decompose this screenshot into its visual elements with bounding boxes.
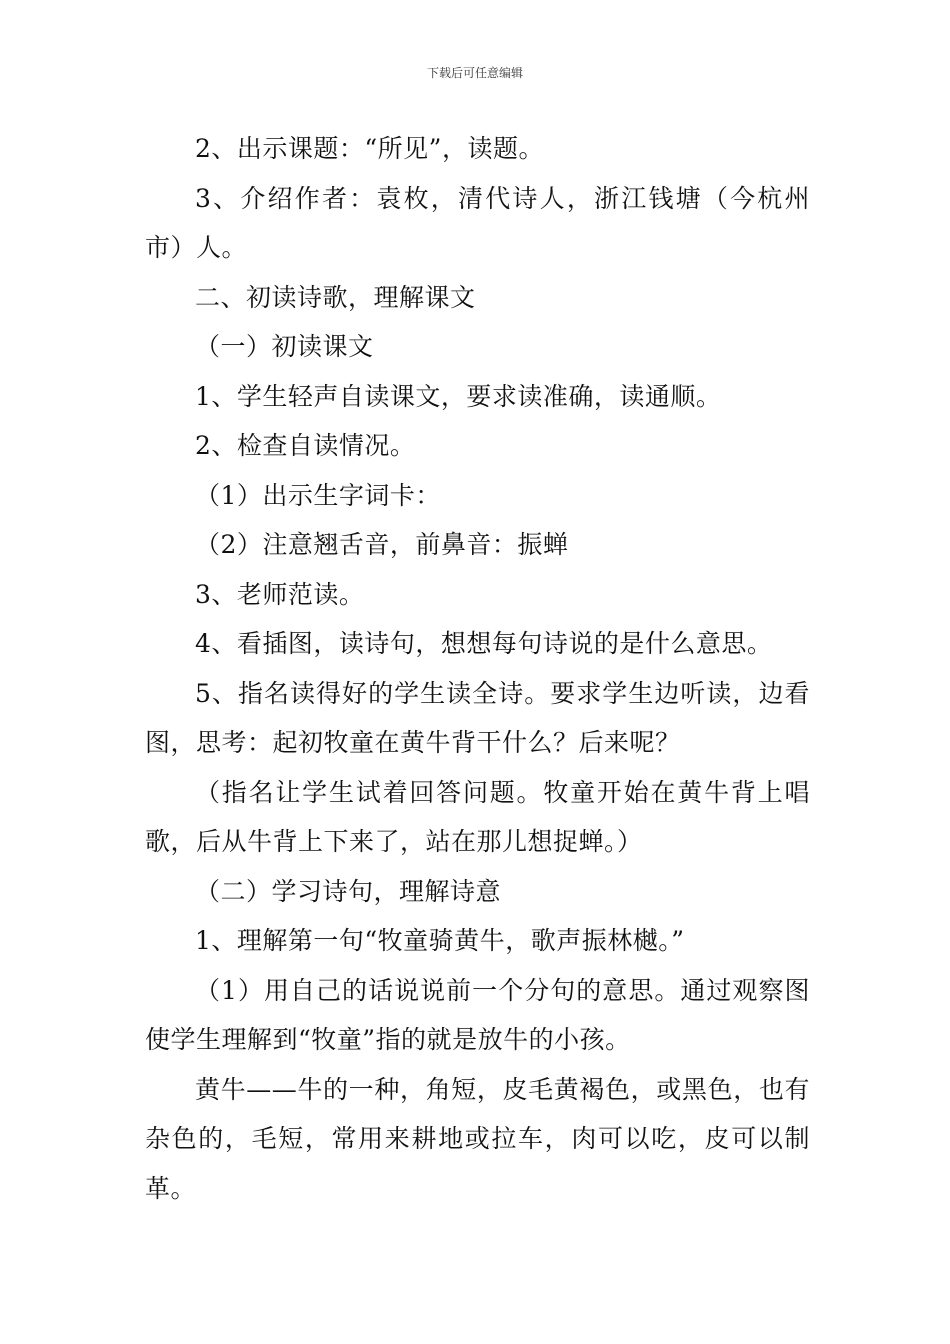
paragraph: （1）出示生字词卡： (195, 480, 441, 510)
paragraph: 4、看插图，读诗句，想想每句诗说的是什么意思。 (195, 629, 773, 658)
paragraph: 2、检查自读情况。 (195, 431, 416, 460)
paragraph: （2）注意翘舌音，前鼻音：振蝉 (195, 530, 569, 559)
paragraph: 1、学生轻声自读课文，要求读准确，读通顺。 (195, 381, 722, 411)
paragraph: 3、介绍作者：袁枚，清代诗人，浙江钱塘（今杭州市）人。 (145, 183, 810, 262)
paragraph: 二、初读诗歌，理解课文 (195, 282, 476, 312)
paragraph: （二）学习诗句，理解诗意 (195, 876, 502, 906)
paragraph: （指名让学生试着回答问题。牧童开始在黄牛背上唱歌，后从牛背上下来了，站在那儿想捉蝉。） (145, 777, 810, 856)
paragraph: （一）初读课文 (195, 332, 374, 361)
paragraph: 2、出示课题：“所见”，读题。 (195, 134, 544, 163)
page-header: 下载后可任意编辑 (426, 66, 523, 80)
document-body (145, 124, 810, 1213)
paragraph: （1）用自己的话说说前一个分句的意思。通过观察图使学生理解到“牧童”指的就是放牛的小孩。 (145, 975, 810, 1054)
paragraph: 3、老师范读。 (195, 579, 365, 609)
paragraph: 黄牛——牛的一种，角短，皮毛黄褐色，或黑色，也有杂色的，毛短，常用来耕地或拉车，肉可以吃，皮可以制革。 (145, 1074, 810, 1203)
paragraph: 1、理解第一句“牧童骑黄牛，歌声振林樾。” (195, 926, 685, 955)
paragraph: 5、指名读得好的学生读全诗。要求学生边听读，边看图，思考：起初牧童在黄牛背干什么？后来呢？ (145, 678, 810, 757)
